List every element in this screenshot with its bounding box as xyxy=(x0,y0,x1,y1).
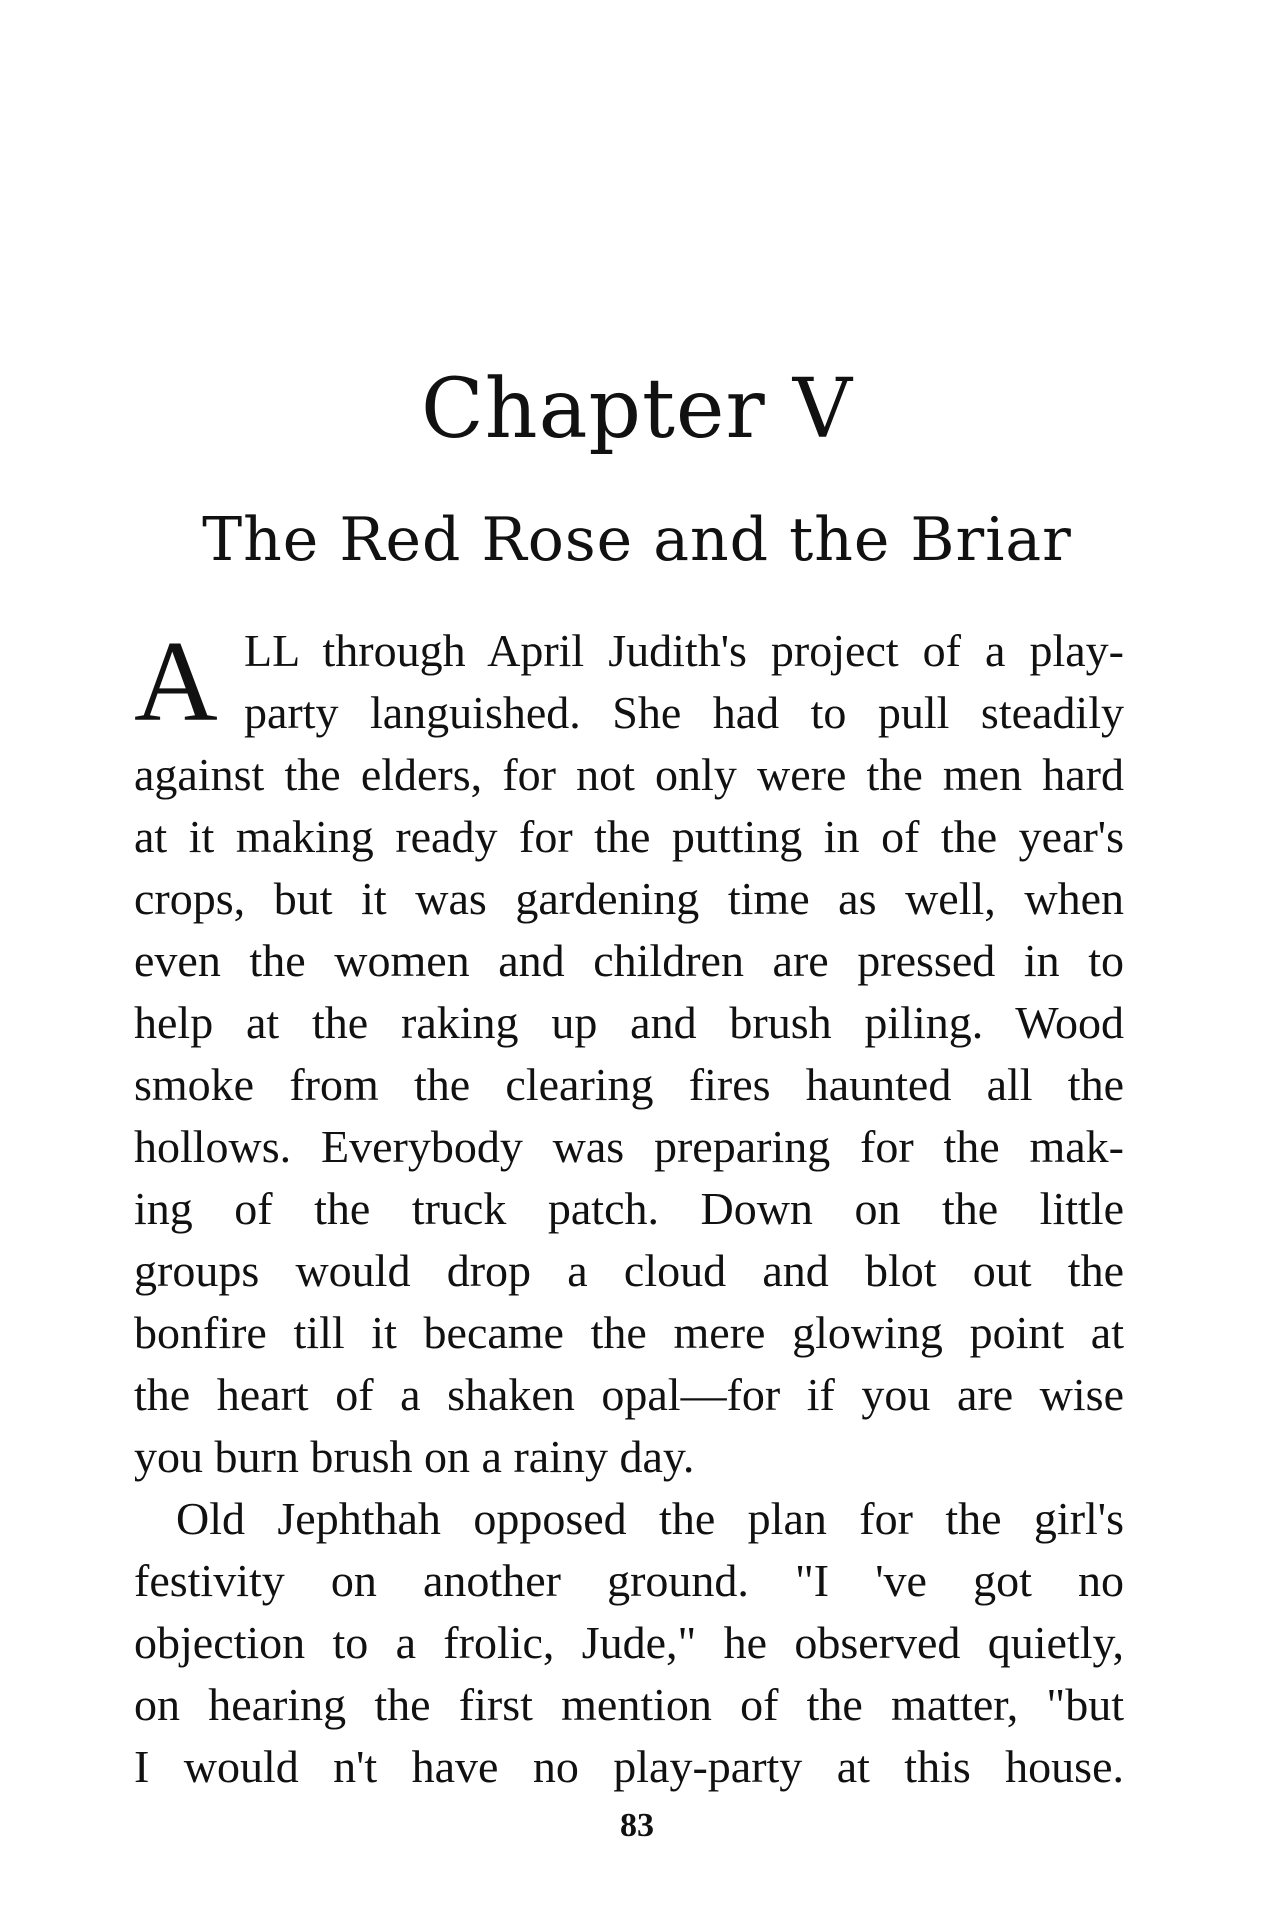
text-line: Old Jephthah opposed the plan for the girl's xyxy=(176,1493,1124,1544)
text-line: bonfire till it became the mere glowing point at xyxy=(134,1307,1124,1358)
text-line: party languished. She had to pull steadily xyxy=(244,687,1124,738)
text-line: LL through April Judith's project of a play- xyxy=(244,625,1124,676)
text-line: against the elders, for not only were the men hard xyxy=(134,749,1124,800)
chapter-number: Chapter V xyxy=(421,362,853,457)
drop-cap: A xyxy=(134,618,218,746)
chapter-body xyxy=(134,620,1124,1798)
chapter-title: The Red Rose and the Briar xyxy=(202,505,1072,575)
text-line: even the women and children are pressed in to xyxy=(134,935,1124,986)
text-line: you burn brush on a rainy day. xyxy=(134,1431,695,1482)
text-line: on hearing the first mention of the matter, "but xyxy=(134,1679,1124,1730)
text-line: festivity on another ground. "I 've got no xyxy=(134,1555,1124,1606)
text-line: objection to a frolic, Jude," he observed quietly, xyxy=(134,1617,1124,1668)
text-line: ing of the truck patch. Down on the little xyxy=(134,1183,1124,1234)
text-line: help at the raking up and brush piling. Wood xyxy=(134,997,1124,1048)
text-line: at it making ready for the putting in of the year's xyxy=(134,811,1124,862)
text-line: I would n't have no play-party at this house. xyxy=(134,1741,1124,1792)
page-number: 83 xyxy=(620,1807,654,1844)
text-line: crops, but it was gardening time as well, when xyxy=(134,873,1124,924)
text-line: the heart of a shaken opal—for if you are wise xyxy=(134,1369,1124,1420)
text-line: smoke from the clearing fires haunted all the xyxy=(134,1059,1124,1110)
text-line: hollows. Everybody was preparing for the mak- xyxy=(134,1121,1124,1172)
text-line: groups would drop a cloud and blot out the xyxy=(134,1245,1124,1296)
